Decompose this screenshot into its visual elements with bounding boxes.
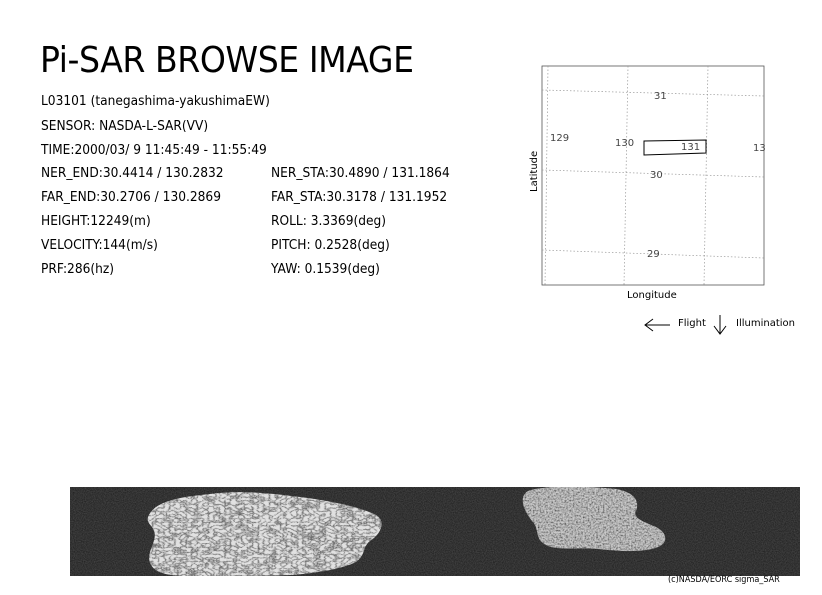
velocity-text: VELOCITY:144(m/s) (41, 238, 158, 253)
flight-arrow-icon (643, 317, 671, 333)
lon-label-130: 130 (615, 138, 635, 149)
map-ylabel: Latitude (529, 150, 540, 192)
scene-id-text: L03101 (tanegashima-yakushimaEW) (41, 94, 270, 109)
lon-label-13x: 13 (753, 143, 766, 154)
sar-image (70, 487, 800, 576)
ner-end-text: NER_END:30.4414 / 130.2832 (41, 166, 224, 181)
lat-label-29: 29 (647, 249, 660, 260)
pitch-text: PITCH: 0.2528(deg) (271, 238, 390, 253)
time-text: TIME:2000/03/ 9 11:45:49 - 11:55:49 (41, 143, 267, 158)
height-text: HEIGHT:12249(m) (41, 214, 151, 229)
roll-text: ROLL: 3.3369(deg) (271, 214, 387, 229)
flight-label: Flight (678, 318, 706, 329)
direction-legend (643, 314, 813, 336)
credit-text: (c)NASDA/EORC sigma_SAR (668, 575, 780, 585)
far-sta-text: FAR_STA:30.3178 / 131.1952 (271, 190, 448, 205)
illumination-label: Illumination (736, 318, 795, 329)
illumination-arrow-icon (713, 314, 727, 336)
sensor-text: SENSOR: NASDA-L-SAR(VV) (41, 119, 209, 134)
lon-label-129: 129 (550, 133, 570, 144)
lon-label-131: 131 (681, 142, 701, 153)
location-map (523, 60, 773, 305)
lat-label-31: 31 (654, 91, 667, 102)
page-title: Pi-SAR BROWSE IMAGE (40, 40, 414, 81)
sar-image-strip (70, 487, 800, 576)
lat-label-30: 30 (650, 170, 663, 181)
far-end-text: FAR_END:30.2706 / 130.2869 (41, 190, 221, 205)
map-xlabel: Longitude (627, 290, 677, 301)
prf-text: PRF:286(hz) (41, 262, 115, 277)
ner-sta-text: NER_STA:30.4890 / 131.1864 (271, 166, 450, 181)
yaw-text: YAW: 0.1539(deg) (271, 262, 380, 277)
